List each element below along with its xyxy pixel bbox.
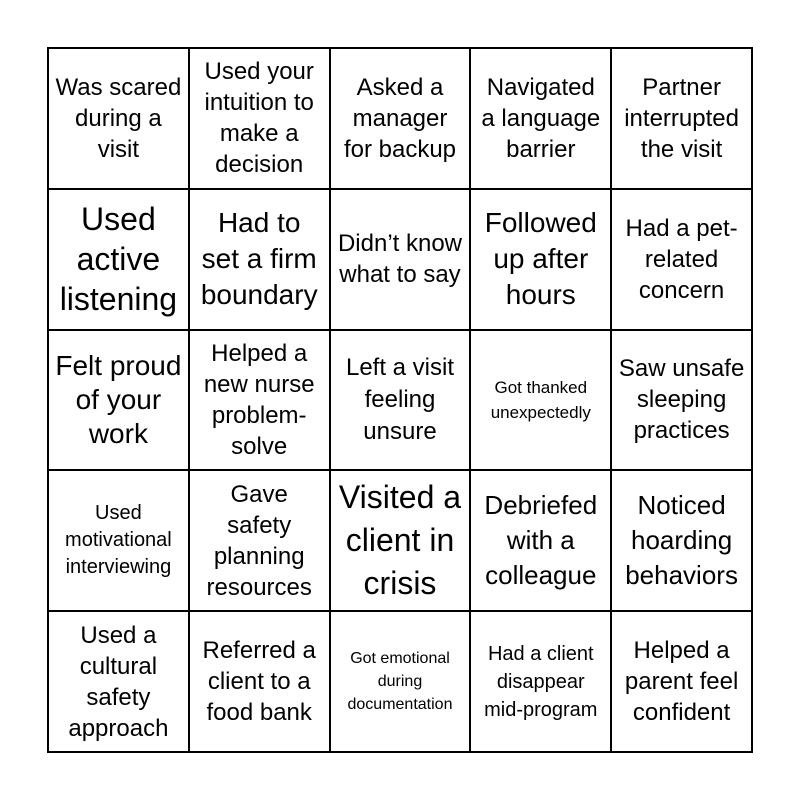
bingo-cell[interactable] (330, 48, 471, 189)
bingo-cell-text: Used motivational interviewing (65, 502, 172, 579)
bingo-cell-text: Was scared during a visit (55, 73, 182, 163)
bingo-cell[interactable] (48, 330, 189, 471)
bingo-cell-text: Asked a manager for backup (343, 73, 457, 163)
bingo-cell-text: Helped a new nurse problem-solve (203, 339, 315, 460)
bingo-cell[interactable] (470, 189, 611, 330)
bingo-cell-text: Followed up after hours (484, 207, 597, 311)
bingo-cell-text: Used a cultural safety approach (68, 621, 169, 742)
bingo-cell-text: Got thanked unexpectedly (490, 377, 591, 422)
bingo-cell[interactable] (470, 611, 611, 752)
bingo-cell[interactable] (189, 470, 330, 611)
bingo-cell[interactable] (330, 611, 471, 752)
bingo-cell[interactable] (470, 470, 611, 611)
bingo-cell[interactable] (611, 470, 752, 611)
bingo-cell-text: Had a pet-related concern (625, 214, 738, 304)
bingo-cell[interactable] (189, 48, 330, 189)
bingo-cell-text: Helped a parent feel confident (624, 637, 739, 727)
bingo-card (47, 47, 753, 753)
bingo-cell-text: Debriefed with a colleague (484, 490, 598, 591)
bingo-cell[interactable] (611, 48, 752, 189)
bingo-cell[interactable] (48, 611, 189, 752)
bingo-cell[interactable] (470, 48, 611, 189)
bingo-cell[interactable] (189, 330, 330, 471)
bingo-cell-text: Didn’t know what to say (337, 230, 463, 289)
bingo-cell-text: Felt proud of your work (55, 349, 182, 449)
bingo-cell-text: Used your intuition to make a decision (204, 58, 314, 179)
bingo-cell[interactable] (611, 189, 752, 330)
bingo-cell-text: Had to set a firm boundary (200, 207, 318, 311)
bingo-cell-text: Navigated a language barrier (481, 73, 601, 163)
bingo-cell[interactable] (189, 189, 330, 330)
bingo-cell[interactable] (330, 330, 471, 471)
bingo-cell-text: Saw unsafe sleeping practices (618, 355, 745, 445)
bingo-cell[interactable] (330, 189, 471, 330)
bingo-cell[interactable] (611, 611, 752, 752)
bingo-cell[interactable] (611, 330, 752, 471)
bingo-cell[interactable] (189, 611, 330, 752)
bingo-cell-text: Partner interrupted the visit (624, 73, 739, 163)
bingo-cell[interactable] (48, 189, 189, 330)
bingo-cell-text: Gave safety planning resources (206, 480, 312, 601)
bingo-cell-text: Referred a client to a food bank (202, 637, 316, 727)
bingo-cell-text: Got emotional during documentation (347, 650, 453, 714)
bingo-cell-text: Used active listening (59, 201, 178, 318)
bingo-cell[interactable] (470, 330, 611, 471)
bingo-cell-text: Visited a client in crisis (338, 479, 462, 602)
bingo-cell[interactable] (48, 48, 189, 189)
bingo-cell[interactable] (48, 470, 189, 611)
bingo-cell[interactable] (330, 470, 471, 611)
bingo-cell-text: Noticed hoarding behaviors (625, 490, 738, 591)
bingo-cell-text: Had a client disappear mid-program (484, 642, 598, 721)
bingo-cell-text: Left a visit feeling unsure (345, 353, 455, 445)
